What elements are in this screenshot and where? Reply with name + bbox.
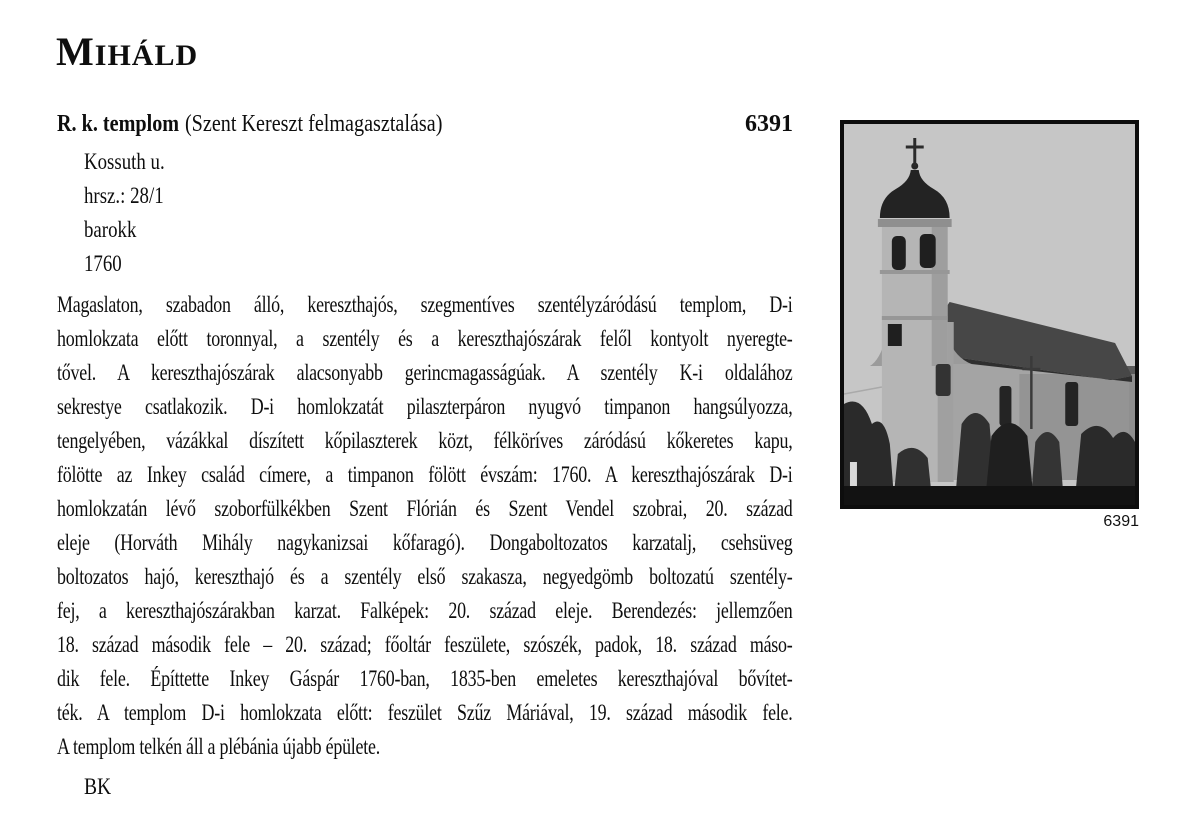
description-line: boltozatos hajó, kereszthajó és a szentély első szakasza, negyedgömb boltozatú szentély-	[57, 564, 793, 589]
photo-caption: 6391	[1103, 513, 1139, 530]
detail-line: hrsz.: 28/1	[84, 183, 164, 208]
description-line: A templom telkén áll a plébánia újabb épülete.	[57, 734, 381, 759]
detail-line: Kossuth u.	[84, 149, 165, 174]
description-line: homlokzatán lévő szoborfülkékben Szent Flórián és Szent Vendel szobrai, 20. század	[57, 496, 793, 521]
description-line: ték. A templom D-i homlokzata előtt: feszület Szűz Máriával, 19. század második fele.	[57, 700, 793, 725]
author-initials: BK	[84, 774, 112, 799]
church-photo	[840, 120, 1139, 509]
settlement-heading	[56, 28, 198, 75]
description-line: 18. század második fele – 20. század; főoltár feszülete, szószék, padok, 18. század máso-	[57, 632, 793, 657]
entry-description	[57, 288, 793, 764]
description-line: tengelyében, vázákkal díszített kőpilaszterek közt, félköríves záródású kőkeretes kapu,	[57, 428, 793, 453]
description-line: dik fele. Építtette Inkey Gáspár 1760-ban, 1835-ben emeletes kereszthajóval bővítet-	[57, 666, 793, 691]
description-line: homlokzata előtt toronnyal, a szentély és a kereszthajószárak felől kontyolt nyeregte-	[57, 326, 793, 351]
entry-title-name: R. k. templom	[57, 111, 180, 137]
entry-title-dedication: (Szent Kereszt felmagasztalása)	[184, 111, 443, 137]
heading-initial: M	[56, 29, 95, 74]
detail-line: barokk	[84, 217, 137, 242]
white-post	[850, 462, 857, 490]
entry-title	[57, 108, 442, 140]
entry-catalog-number: 6391	[745, 111, 793, 137]
church-photo-illustration	[844, 124, 1135, 505]
description-line: tővel. A kereszthajószárak alacsonyabb gerincmagasságúak. A szentély K-i oldalához	[57, 360, 793, 385]
photo-ground	[844, 486, 1135, 505]
description-line: eleje (Horváth Mihály nagykanizsai kőfaragó). Dongaboltozatos karzatalj, csehsüveg	[57, 530, 793, 555]
entry-title-row	[57, 108, 793, 140]
heading-rest: IHÁLD	[94, 39, 199, 72]
description-line: fej, a kereszthajószárakban karzat. Falképek: 20. század eleje. Berendezés: jellemzően	[57, 598, 793, 623]
entry-details	[84, 145, 182, 281]
detail-line: 1760	[84, 251, 122, 276]
description-line: fölötte az Inkey család címere, a timpanon fölött évszám: 1760. A kereszthajószárak D-i	[57, 462, 793, 487]
description-line: sekrestye csatlakozik. D-i homlokzatát pilaszterpáron nyugvó timpanon hangsúlyozza,	[57, 394, 793, 419]
description-line: Magaslaton, szabadon álló, kereszthajós, szegmentíves szentélyzáródású templom, D-i	[57, 292, 793, 317]
